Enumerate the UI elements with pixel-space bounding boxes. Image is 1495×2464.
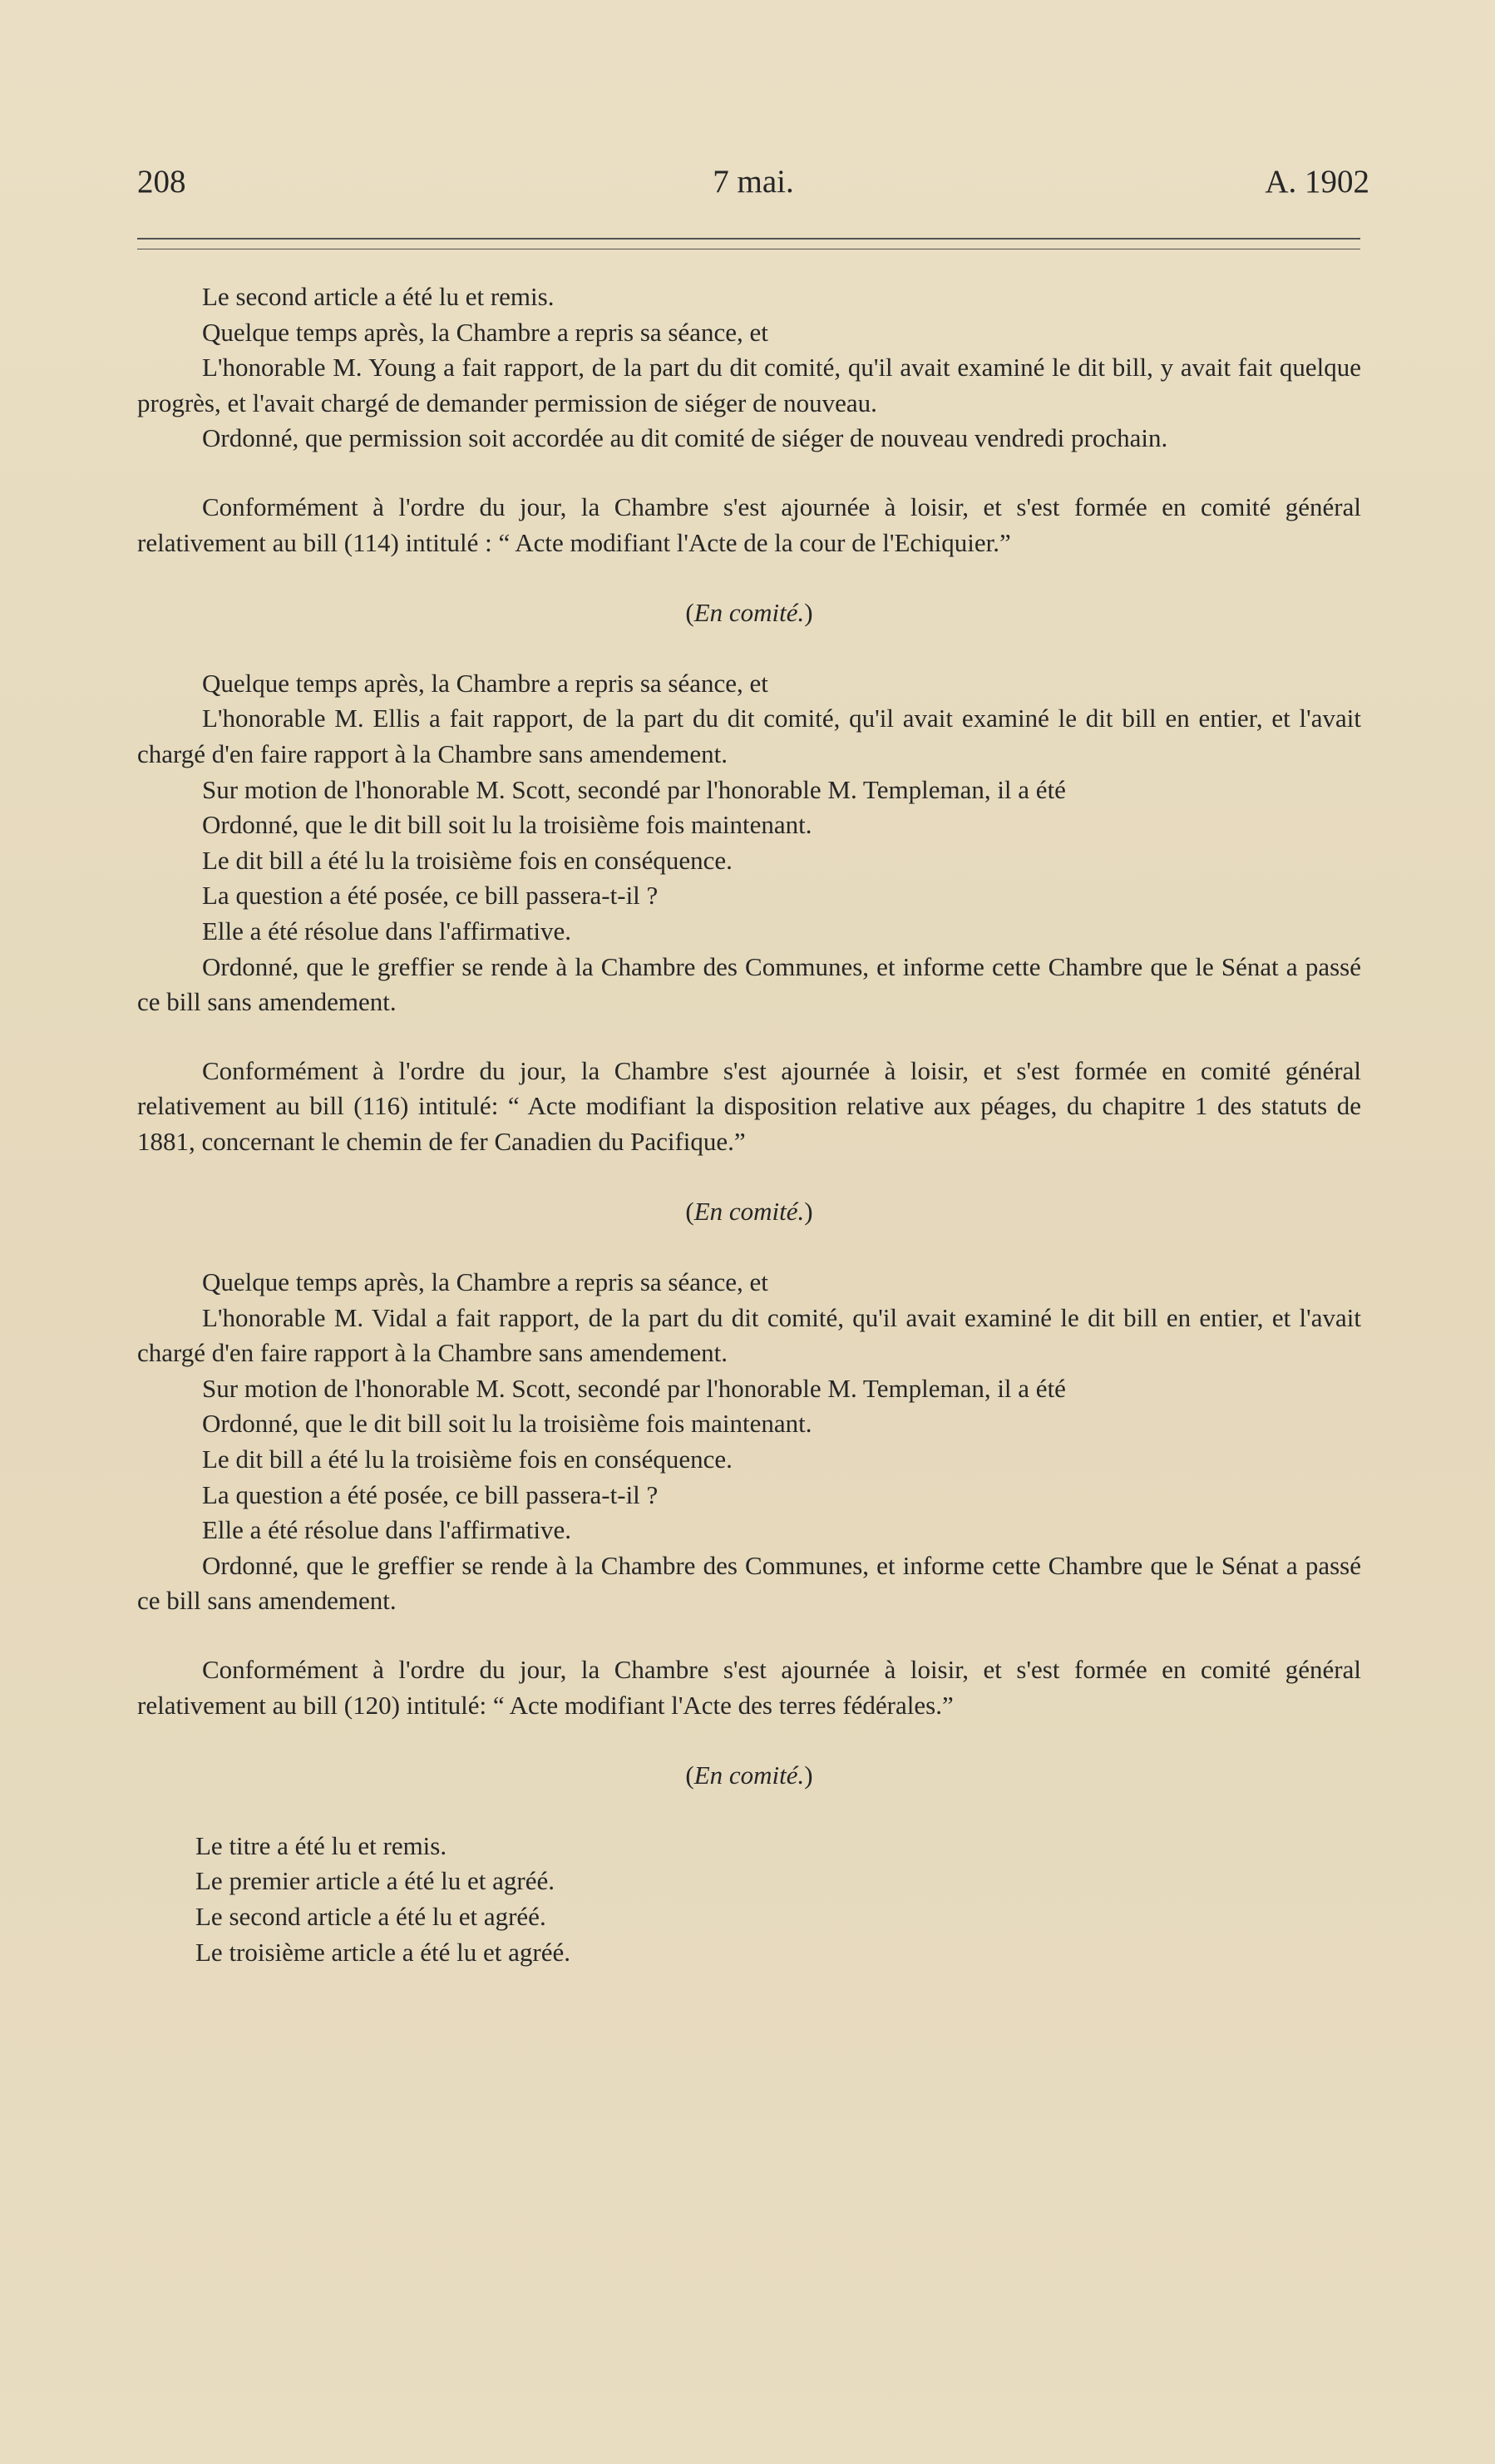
paragraph: L'honorable M. Young a fait rapport, de la part du dit comité, qu'il avait examiné le dit bill, y avait fait quelque progrès, et l'avait chargé de demander permission de siéger de nouveau. xyxy=(137,353,1361,417)
paragraph: La question a été posée, ce bill passera-t-il ? xyxy=(202,1479,659,1509)
paragraph: Quelque temps après, la Chambre a repris sa séance, et xyxy=(202,1267,768,1297)
paragraph: Ordonné, que le greffier se rende à la Chambre des Communes, et informe cette Chambre que le Sénat a passé ce bill sans amendement. xyxy=(137,951,1361,1017)
paragraph: Elle a été résolue dans l'affirmative. xyxy=(202,1515,571,1545)
paragraph: Quelque temps après, la Chambre a repris sa séance, et xyxy=(202,668,768,698)
committee-paren-close: ) xyxy=(804,1197,813,1227)
committee-paren-close: ) xyxy=(804,1760,813,1790)
page-header xyxy=(137,156,1369,208)
paragraph: La question a été posée, ce bill passera-t-il ? xyxy=(202,881,659,911)
header-rule-top xyxy=(137,238,1360,239)
committee-heading xyxy=(137,595,1361,631)
paragraph: Le troisième article a été lu et agréé. xyxy=(195,1937,570,1967)
section-intro: Conformément à l'ordre du jour, la Chambre s'est ajournée à loisir, et s'est formée en comité général relativement au bill (120) intitulé: “ Acte modifiant l'Acte des terres fédérales.” xyxy=(137,1655,1361,1720)
paragraph: Ordonné, que le greffier se rende à la Chambre des Communes, et informe cette Chambre que le Sénat a passé ce bill sans amendement. xyxy=(137,1550,1361,1616)
paragraph: Ordonné, que le dit bill soit lu la troisième fois maintenant. xyxy=(202,1409,812,1439)
paragraph: Sur motion de l'honorable M. Scott, secondé par l'honorable M. Templeman, il a été xyxy=(202,1373,1066,1403)
section-bill-120 xyxy=(137,1652,1361,1970)
section-gap xyxy=(137,1020,1361,1054)
paragraph: Le premier article a été lu et agréé. xyxy=(195,1866,555,1896)
paragraph: L'honorable M. Ellis a fait rapport, de la part du dit comité, qu'il avait examiné le dit bill en entier, et l'avait chargé d'en faire rapport à la Chambre sans amendement. xyxy=(137,704,1361,768)
paragraph: Le second article a été lu et remis. xyxy=(202,282,555,311)
paragraph: L'honorable M. Vidal a fait rapport, de la part du dit comité, qu'il avait examiné le dit bill en entier, et l'avait chargé d'en faire rapport à la Chambre sans amendement. xyxy=(137,1302,1361,1368)
section-bill-116 xyxy=(137,1054,1361,1619)
page-date: 7 mai. xyxy=(713,164,794,200)
page-year: A. 1902 xyxy=(1265,164,1369,200)
committee-label: En comité. xyxy=(693,1197,805,1227)
committee-paren-close: ) xyxy=(804,598,813,628)
paragraph: Ordonné, que le dit bill soit lu la troisième fois maintenant. xyxy=(202,810,812,840)
section-gap xyxy=(137,1619,1361,1652)
committee-paren-open: ( xyxy=(685,1197,694,1227)
paragraph: Ordonné, que permission soit accordée au dit comité de siéger de nouveau vendredi prochain. xyxy=(202,423,1168,453)
paragraph: Sur motion de l'honorable M. Scott, secondé par l'honorable M. Templeman, il a été xyxy=(202,774,1066,804)
committee-paren-open: ( xyxy=(685,1760,694,1790)
committee-label: En comité. xyxy=(693,598,805,628)
section-bill-114 xyxy=(137,490,1361,1020)
committee-heading xyxy=(137,1194,1361,1230)
page-body xyxy=(137,279,1361,1970)
section-intro: Conformément à l'ordre du jour, la Chambre s'est ajournée à loisir, et s'est formée en comité général relativement au bill (114) intitulé : “ Acte modifiant l'Acte de la cour de l'Echiquier.” xyxy=(137,491,1361,557)
section-gap xyxy=(137,457,1361,490)
paragraph: Le second article a été lu et agréé. xyxy=(195,1901,546,1931)
paragraph: Le dit bill a été lu la troisième fois en conséquence. xyxy=(202,845,733,875)
paragraph: Elle a été résolue dans l'affirmative. xyxy=(202,916,571,946)
paragraph: Quelque temps après, la Chambre a repris sa séance, et xyxy=(202,317,768,347)
committee-heading xyxy=(137,1758,1361,1794)
paragraph: Le titre a été lu et remis. xyxy=(195,1830,447,1860)
committee-paren-open: ( xyxy=(685,598,694,628)
section-1 xyxy=(137,279,1361,457)
committee-label: En comité. xyxy=(693,1760,805,1790)
paragraph: Le dit bill a été lu la troisième fois en conséquence. xyxy=(202,1444,733,1474)
section-intro: Conformément à l'ordre du jour, la Chambre s'est ajournée à loisir, et s'est formée en comité général relativement au bill (116) intitulé: “ Acte modifiant la disposition relative aux péages, du chapitre 1 des statuts de 1881, concernant le chemin de fer Canadien du Pacifique.” xyxy=(137,1055,1361,1156)
page-number: 208 xyxy=(137,164,186,200)
